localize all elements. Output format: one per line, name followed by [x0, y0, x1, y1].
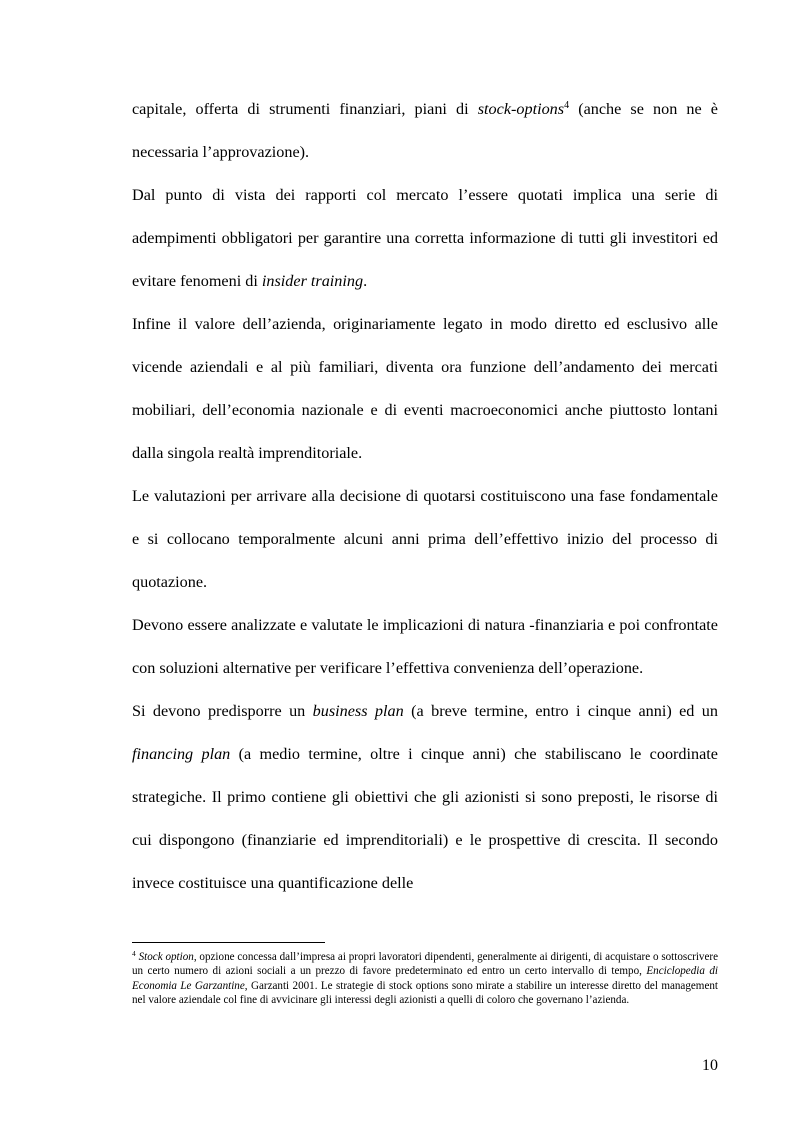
- italic-run: Enciclopedia di Economia Le Garzantine: [132, 965, 718, 992]
- text-run: .: [363, 272, 368, 290]
- text-run: Infine il valore dell’azienda, originariamente legato in modo diretto ed esclusivo alle vicende aziendali e al più familiari, diventa ora funzione dell’andamento dei mercati mobiliari, dell’economia nazionale e di eventi macroeconomici anche piuttosto lontani dalla singola realtà imprenditoriale.: [132, 315, 718, 462]
- text-run: capitale, offerta di strumenti finanziari, piani di: [132, 100, 478, 118]
- paragraph: [132, 174, 718, 303]
- italic-run: Stock option: [138, 951, 194, 963]
- paragraph: [132, 303, 718, 475]
- italic-run: financing plan: [132, 745, 231, 763]
- text-run: Le valutazioni per arrivare alla decisione di quotarsi costituiscono una fase fondamentale e si collocano temporalmente alcuni anni prima dell’effettivo inizio del processo di quotazione.: [132, 487, 718, 591]
- page-number: 10: [702, 1057, 718, 1074]
- paragraph: [132, 604, 718, 690]
- text-run: (a breve termine, entro i cinque anni) ed un: [403, 702, 718, 720]
- text-run: Dal punto di vista dei rapporti col mercato l’essere quotati implica una serie di adempimenti obbligatori per garantire una corretta informazione di tutti gli investitori ed evitare fenomeni di: [132, 186, 718, 290]
- text-run: , opzione concessa dall’impresa ai propri lavoratori dipendenti, generalmente ai dirigenti, di acquistare o sottoscrivere un certo numero di azioni sociali a un prezzo di favore predeterminato ed entro un certo intervallo di tempo,: [132, 951, 719, 978]
- text-run: (anche se non ne è necessaria l’approvazione).: [132, 100, 718, 161]
- italic-run: insider training: [261, 272, 364, 290]
- text-run: (a medio termine, oltre i cinque anni) che stabiliscano le coordinate strategiche. Il primo contiene gli obiettivi che gli azionisti si sono preposti, le risorse di cui dispongono (finanziarie ed imprenditoriali) e le prospettive di crescita. Il secondo invece costituisce una quantificazione delle: [132, 745, 718, 892]
- body-text: [132, 88, 718, 905]
- text-run: Si devono predisporre un: [132, 702, 313, 720]
- text-run: , Garzanti 2001. Le strategie di stock options sono mirate a stabilire un interesse diretto del management nel valore aziendale col fine di avvicinare gli interessi degli azionisti a quelli di coloro che governano l’azienda.: [132, 979, 718, 1007]
- text-run: Devono essere analizzate e valutate le implicazioni di natura -finanziaria e poi confrontate con soluzioni alternative per verificare l’effettiva convenienza dell’operazione.: [132, 616, 718, 677]
- paragraph: [132, 88, 718, 174]
- paragraph: [132, 475, 718, 604]
- footnote: [132, 950, 718, 1008]
- footnote-number: 4: [132, 949, 136, 958]
- italic-run: business plan: [312, 702, 404, 720]
- footnote-reference[interactable]: 4: [564, 100, 570, 111]
- footnote-divider: [132, 942, 325, 943]
- italic-run: stock-options: [477, 100, 565, 118]
- paragraph: [132, 690, 718, 905]
